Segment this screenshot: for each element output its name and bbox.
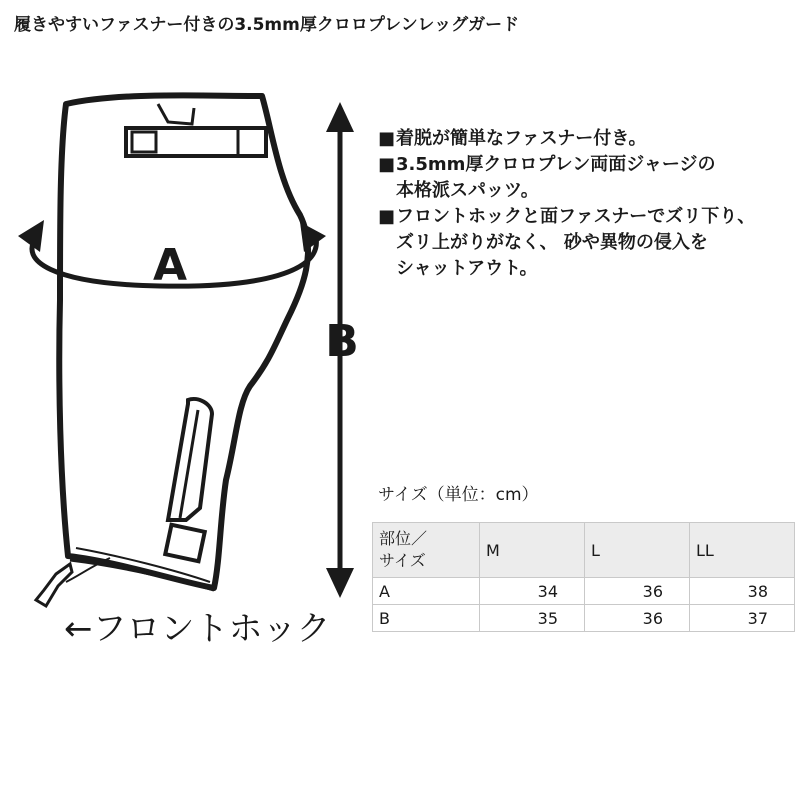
- feature-line: ズリ上がりがなく、 砂や異物の侵入を: [396, 232, 708, 253]
- feature-line: 本格派スパッツ。: [396, 180, 539, 201]
- arrowhead-down-icon: [326, 568, 354, 598]
- page-title: 履きやすいファスナー付きの3.5mm厚クロロプレンレッグガード: [14, 15, 520, 35]
- row-label-a: A: [373, 578, 480, 605]
- feature-item: [378, 204, 788, 282]
- cell-b-m: 35: [480, 605, 585, 632]
- front-hook-label: ←フロントホック: [64, 609, 331, 649]
- bullet-square-icon: ■: [378, 206, 396, 227]
- arrowhead-up-icon: [326, 102, 354, 132]
- cell-a-l: 36: [585, 578, 690, 605]
- zipper-pull: [165, 525, 204, 561]
- arrowhead-right-icon: [300, 222, 326, 252]
- feature-line: 着脱が簡単なファスナー付き。: [396, 128, 647, 149]
- feature-item: [378, 152, 788, 204]
- size-table-caption: サイズ（単位：cm）: [378, 485, 539, 505]
- bullet-square-icon: ■: [378, 154, 396, 175]
- cell-a-m: 34: [480, 578, 585, 605]
- table-row: [373, 605, 795, 632]
- size-table: [372, 522, 795, 632]
- size-column-l: L: [585, 523, 690, 578]
- cell-a-ll: 38: [690, 578, 795, 605]
- cell-b-l: 36: [585, 605, 690, 632]
- cell-b-ll: 37: [690, 605, 795, 632]
- table-row: [373, 578, 795, 605]
- size-column-m: M: [480, 523, 585, 578]
- feature-list: [378, 126, 788, 282]
- feature-line: シャットアウト。: [396, 258, 538, 279]
- size-column-ll: LL: [690, 523, 795, 578]
- label-a: A: [152, 240, 188, 291]
- feature-item: [378, 126, 788, 152]
- strap-buckle: [132, 132, 156, 152]
- row-label-b: B: [373, 605, 480, 632]
- feature-line: 3.5mm厚クロロプレン両面ジャージの: [396, 154, 716, 175]
- label-b: B: [325, 316, 359, 367]
- size-table-corner-header: 部位／ サイズ: [373, 523, 480, 578]
- feature-line: フロントホックと面ファスナーでズリ下り、: [396, 206, 756, 227]
- front-hook-icon: [36, 564, 72, 606]
- bullet-square-icon: ■: [378, 128, 396, 149]
